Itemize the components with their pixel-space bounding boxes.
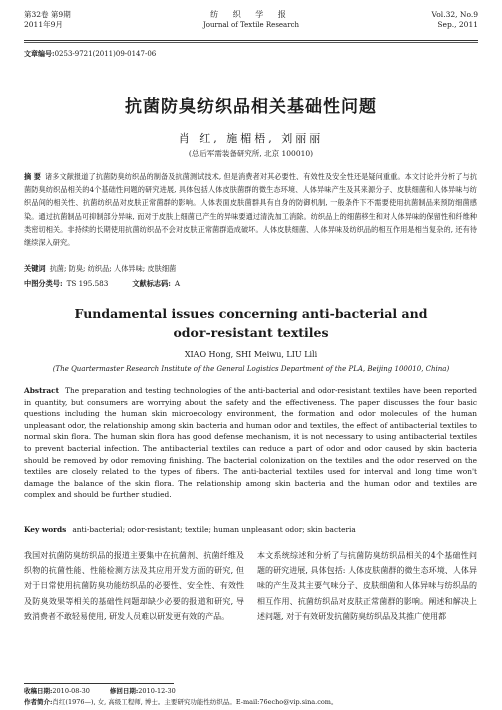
issue-date: 2011年9月 — [24, 20, 63, 29]
body-column-right: 本文系统综述和分析了与抗菌防臭纺织品相关的4个基础性问题的研究进展, 具体包括: 人体皮肤菌群的微生态环境、人体异味的产生及其主要气味分子、皮肤细菌和人体异味与纺织品的相互作用、抗菌纺织品对皮肤正常菌群的影响。阐述和解决上述问题, 对于有效研发抗菌防臭纺织品及其推广使用都 — [257, 551, 477, 621]
issue-date-en: Sep., 2011 — [437, 20, 478, 29]
title-en — [0, 304, 502, 342]
running-header — [24, 10, 478, 40]
keywords-zh-text: 抗菌; 防臭; 纺织品; 人体异味; 皮肤细菌 — [49, 264, 177, 273]
title-en-line-2: odor-resistant textiles — [173, 325, 329, 340]
abstract-zh-text: 诸多文献报道了抗菌防臭纺织品的制备及抗菌测试技术, 但是消费者对其必要性、有效性及安全性还是疑问重重。本文讨论并分析了与抗菌防臭纺织品相关的4个基础性问题的研究进展, 具体包括人体皮肤菌群的微生态环境、人体异味产生及其来源分子、皮肤细菌和人体异味与纺织品间的相关性、抗菌纺织品对皮肤正常菌群的影响。人体表面皮肤菌群具有自身的防御机制, 一般条件下不需要使用抗菌制品来预防细菌感染。通过抗菌制品可抑制部分异味, 而对于皮肤上细菌已产生的异味要通过清洗加工消除。纺织品上的细菌移生和对人体异味的保留性和纤维种类密切相关。非持续的长期使用抗菌纺织品不会对皮肤正常菌群造成破坏。人体皮肤细菌、人体异味及纺织品的相互作用是相当复杂的, 还有待继续深入研究。 — [24, 172, 477, 248]
header-center — [24, 10, 478, 30]
author-bio-label: 作者简介: — [24, 698, 53, 706]
affiliation-zh: (总后军需装备研究所, 北京 100010) — [188, 149, 314, 158]
article-number — [24, 49, 156, 59]
volume-issue-en: Vol.32, No.9 — [431, 10, 478, 19]
keywords-en-label: Key words — [24, 525, 67, 534]
footnote-rule — [24, 683, 174, 684]
keywords-en — [24, 525, 477, 534]
clc-label: 中图分类号: — [24, 279, 63, 288]
footnote-dates — [24, 686, 176, 695]
received-label: 收稿日期: — [24, 687, 53, 695]
header-right — [432, 10, 478, 30]
affiliation-en: (The Quartermaster Research Institute of the General Logistics Department of the PLA, Beijing 100010, China) — [52, 365, 450, 373]
author-bio-value: 肖红(1976—), 女, 高级工程师, 博士。主要研究功能性纺织品。E-mail:76echo@vip.sina.com。 — [52, 698, 338, 706]
authors-en: XIAO Hong, SHI Meiwu, LIU Lili — [184, 350, 318, 359]
header-rule — [24, 40, 478, 41]
abstract-zh — [24, 170, 477, 249]
journal-name-en: Journal of Textile Research — [202, 21, 300, 29]
header-rule-thin — [24, 42, 478, 43]
journal-name-zh: 纺 织 学 报 — [210, 10, 292, 19]
keywords-zh-label: 关键词 — [24, 264, 46, 273]
clc-value: TS 195.583 — [66, 279, 109, 288]
doc-code-label: 文献标志码: — [132, 279, 171, 288]
title-en-line-1: Fundamental issues concerning anti-bacterial and — [74, 306, 428, 321]
abstract-en-text: The preparation and testing technologies of the anti-bacterial and odor-resistant textiles have been reported in quantity, but consumers are worrying about the safety and the effectiveness. The paper discusses the four basic questions including the human skin microecology environment, the formation and odor molecules of the human unpleasant odor, the relationship among skin bacteria and human odor and textiles, the effect of antibacterial textiles to normal skin flora. The human skin flora has good defense mechanism, it is not necessary to using antibacterial textiles to prevent bacterial infection. The antibacterial textiles can reduce a part of odor and odor caused by skin bacteria should be removed by odor removing finishing. The bacterial colonization on the textiles and the odor reserved on the textiles are closely related to the types of fibers. The anti-bacterial textiles used for interval and long time won't damage the balance of the skin flora. The relationship among skin bacteria and the human odor and textiles are complex and should be further studied. — [24, 386, 477, 500]
revised-value: 2010-12-30 — [138, 687, 176, 695]
keywords-zh — [24, 264, 176, 274]
keywords-en-text: anti-bacterial; odor-resistant; textile; human unpleasant odor; skin bacteria — [72, 525, 356, 534]
doc-code-value: A — [174, 279, 181, 288]
footnote-author — [24, 697, 337, 706]
body-column-left: 我国对抗菌防臭纺织品的报道主要集中在抗菌剂、抗菌纤维及织物的抗菌性能、性能检测方法及其应用开发方面的研究, 但对于日常使用抗菌防臭功能纺织品的必要性、安全性、有效性及防臭效果等相关的基础性问题却缺少必要的报道和研究, 导致消费者不敢轻易使用, 研发人员难以研发更有效的产品。 — [24, 551, 244, 621]
volume-issue: 第32卷 第9期 — [24, 10, 71, 19]
abstract-en-label: Abstract — [24, 386, 60, 395]
article-number-label: 文章编号: — [24, 49, 55, 58]
authors-zh: 肖 红, 施楣梧, 刘丽丽 — [178, 132, 324, 145]
classification-zh — [24, 279, 180, 289]
title-zh: 抗菌防臭纺织品相关基础性问题 — [125, 97, 377, 117]
revised-label: 修回日期: — [109, 687, 139, 695]
article-number-value: 0253-9721(2011)09-0147-06 — [54, 50, 157, 58]
abstract-zh-label: 摘 要 — [24, 172, 42, 181]
abstract-en — [24, 385, 477, 501]
received-value: 2010-08-30 — [52, 687, 90, 695]
